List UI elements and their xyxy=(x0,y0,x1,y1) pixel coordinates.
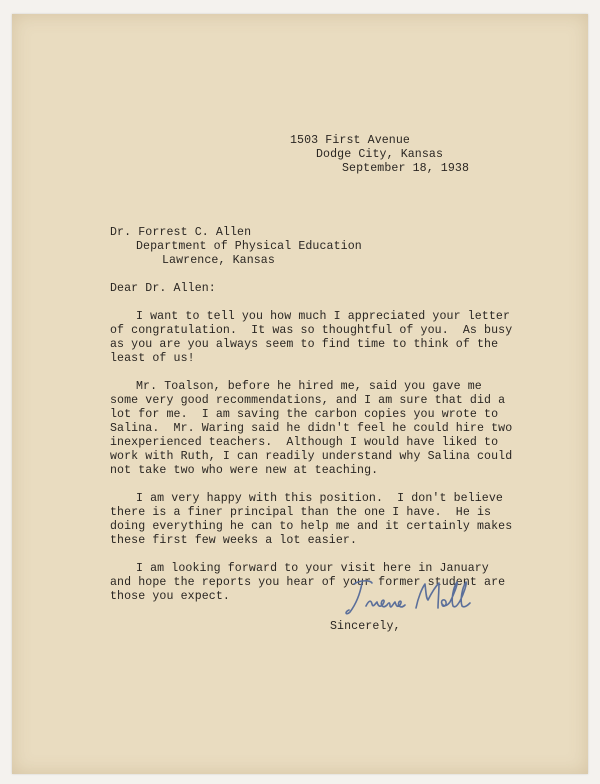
body-line: as you are you always seem to find time to think of the xyxy=(110,338,499,351)
body-line: Salina. Mr. Waring said he didn't feel he could hire two xyxy=(110,422,513,435)
body-line: inexperienced teachers. Although I would have liked to xyxy=(110,436,499,449)
salutation: Dear Dr. Allen: xyxy=(110,282,216,295)
body-line: those you expect. xyxy=(110,590,230,603)
body-line: least of us! xyxy=(110,352,195,365)
body-line: some very good recommendations, and I am sure that did a xyxy=(110,394,506,407)
letter-date: September 18, 1938 xyxy=(342,162,470,175)
closing: Sincerely, xyxy=(330,620,401,633)
signature-image xyxy=(340,574,480,624)
body-line: of congratulation. It was so thoughtful of you. As busy xyxy=(110,324,513,337)
body-line: not take two who were new at teaching. xyxy=(110,464,379,477)
body-line: there is a finer principal than the one I have. He is xyxy=(110,506,492,519)
body-line: these first few weeks a lot easier. xyxy=(110,534,358,547)
body-line: I am looking forward to your visit here in January xyxy=(136,562,489,575)
body-line: lot for me. I am saving the carbon copies you wrote to xyxy=(110,408,499,421)
body-line: doing everything he can to help me and it certainly makes xyxy=(110,520,513,533)
body-line: and hope the reports you hear of your former student are xyxy=(110,576,506,589)
letter-paper xyxy=(12,14,588,774)
recipient-location: Lawrence, Kansas xyxy=(162,254,275,267)
letter-document xyxy=(12,14,588,774)
recipient-department: Department of Physical Education xyxy=(136,240,362,253)
body-line: work with Ruth, I can readily understand why Salina could xyxy=(110,450,513,463)
body-line: I am very happy with this position. I don't believe xyxy=(136,492,503,505)
body-line: Mr. Toalson, before he hired me, said you gave me xyxy=(136,380,482,393)
return-street: 1503 First Avenue xyxy=(290,134,410,147)
body-line: I want to tell you how much I appreciated your letter xyxy=(136,310,511,323)
return-city: Dodge City, Kansas xyxy=(316,148,444,161)
recipient-name: Dr. Forrest C. Allen xyxy=(110,226,252,239)
